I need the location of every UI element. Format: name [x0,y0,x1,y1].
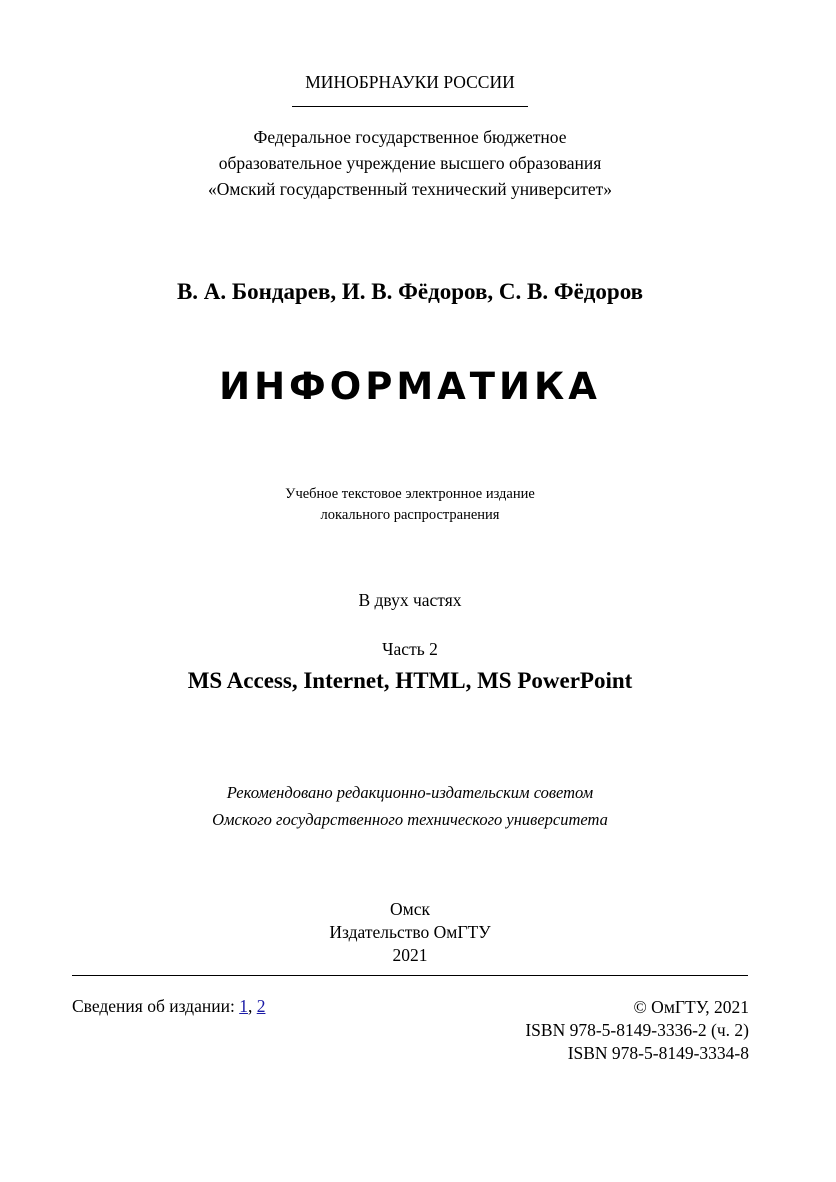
edition-description [0,484,820,526]
institution-line: «Омский государственный технический университет» [207,179,613,199]
parts-count: В двух частях [358,590,462,610]
recommendation-line: Рекомендовано редакционно-издательским советом [226,783,594,802]
ministry-divider [292,106,528,107]
institution-line: Федеральное государственное бюджетное [253,127,567,147]
copyright: © ОмГТУ, 2021 [633,997,749,1017]
imprint-year: 2021 [392,945,428,965]
copyright-block [525,996,749,1065]
institution-block [0,124,820,202]
institution-line: образовательное учреждение высшего образования [218,153,602,173]
recommendation-line: Омского государственного технического университета [212,810,608,829]
book-title: ИНФОРМАТИКА [219,365,601,408]
isbn-part: ISBN 978-5-8149-3336-2 (ч. 2) [525,1020,749,1040]
imprint-publisher: Издательство ОмГТУ [329,922,491,942]
imprint [0,898,820,967]
isbn-total: ISBN 978-5-8149-3334-8 [567,1043,749,1063]
link-separator: , [247,996,253,1016]
edition-info-link-1[interactable]: 1 [239,996,248,1016]
footer-divider [72,975,748,976]
edition-line: локального распространения [320,507,500,523]
edition-info [72,996,265,1017]
ministry-heading: МИНОБРНАУКИ РОССИИ [305,72,515,92]
edition-info-link-2[interactable]: 2 [256,996,266,1016]
part-title: MS Access, Internet, HTML, MS PowerPoint [187,668,633,693]
part-number: Часть 2 [382,639,438,659]
edition-info-label: Сведения об издании: [72,996,235,1016]
edition-line: Учебное текстовое электронное издание [285,486,535,502]
recommendation [0,779,820,833]
authors: В. А. Бондарев, И. В. Фёдоров, С. В. Фёдоров [176,279,644,304]
imprint-city: Омск [390,899,430,919]
